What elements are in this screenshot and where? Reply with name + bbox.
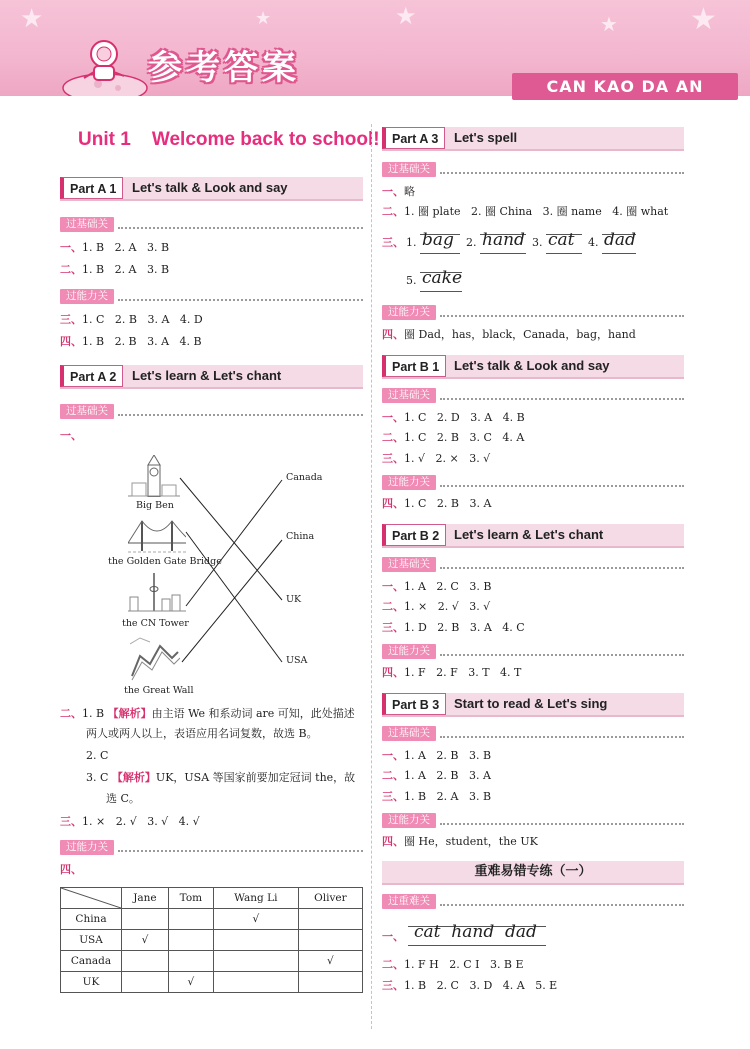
table-row <box>61 909 363 930</box>
answer-line <box>382 790 491 804</box>
match-line <box>186 480 282 606</box>
handwriting-box <box>408 922 546 948</box>
section-label-basic <box>382 388 684 403</box>
answer-text: 略 <box>404 185 415 198</box>
answer-line <box>382 431 524 445</box>
unit-title: Unit 1 Welcome back to school! <box>78 129 380 150</box>
handwritten-word: cat hand dad <box>414 922 537 942</box>
table-header: Tom <box>168 888 213 909</box>
country-label: Canada <box>286 472 323 483</box>
country-label: USA <box>286 655 308 666</box>
answer-line <box>86 771 355 785</box>
answer-line <box>382 236 404 250</box>
analysis-text: UK，USA 等国家前要加定冠词 the，故 <box>155 771 356 784</box>
match-line <box>186 532 282 662</box>
section-label-ability <box>382 813 684 828</box>
table-row <box>61 972 363 993</box>
answer-line <box>382 205 668 219</box>
answer-text: 1. C 2. B 3. C 4. A <box>404 431 525 444</box>
item-number: 四、 <box>382 497 404 510</box>
table-row <box>61 930 363 951</box>
answer-text: 1. D 2. B 3. A 4. C <box>404 621 525 634</box>
answer-text: 1. A 2. C 3. B <box>404 580 492 593</box>
analysis-text: 两人或两人以上，表语应用名词复数，故选 B。 <box>86 727 318 740</box>
item-number: 三、 <box>60 815 82 828</box>
section-label-basic <box>382 557 684 572</box>
country-label: China <box>286 531 315 542</box>
item-number: 一、 <box>382 580 404 593</box>
word-number: 2. <box>466 236 477 249</box>
word-number: 4. <box>588 236 599 249</box>
answer-text: 1. F 2. F 3. T 4. T <box>404 666 522 679</box>
answer-line <box>382 749 491 763</box>
part-name: Let's talk & Look and say <box>132 180 288 195</box>
answer-text: 1. B 2. A 3. B <box>82 241 170 254</box>
section-label-text: 过能力关 <box>382 305 436 320</box>
handwriting-box <box>420 230 460 256</box>
answer-text: 3. C <box>86 771 109 784</box>
section-label-text: 过能力关 <box>60 289 114 304</box>
item-number: 二、 <box>382 958 404 971</box>
item-number: 三、 <box>382 790 404 803</box>
section-label-text: 过能力关 <box>382 644 436 659</box>
part-tag: Part A 1 <box>60 177 123 199</box>
section-label-ability <box>382 475 684 490</box>
answer-text: 1. A 2. B 3. A <box>404 769 491 782</box>
item-number: 一、 <box>60 429 82 442</box>
table-header: Oliver <box>298 888 362 909</box>
row-label: UK <box>61 972 122 993</box>
table-header: Wang Li <box>213 888 298 909</box>
table-cell: √ <box>168 972 213 993</box>
analysis-tag: 【解析】 <box>111 771 156 784</box>
item-number: 二、 <box>382 600 404 613</box>
answer-text: 1. × 2. √ 3. √ <box>404 600 491 613</box>
answer-line <box>382 497 491 511</box>
item-number: 二、 <box>382 431 404 444</box>
section-label-ability <box>382 305 684 320</box>
section-label-ability <box>382 644 684 659</box>
item-number: 四、 <box>382 328 404 341</box>
word-number: 5. <box>406 274 417 287</box>
answer-text: 1. B 2. A 3. B <box>404 790 492 803</box>
table-header-row <box>61 888 363 909</box>
section-label-text: 过基础关 <box>382 388 436 403</box>
match-line <box>180 478 282 600</box>
table-cell <box>122 951 169 972</box>
part-b1-header <box>382 355 684 379</box>
part-a3-header <box>382 127 684 151</box>
handwritten-word: hand <box>482 230 525 250</box>
answer-line <box>60 863 82 877</box>
answer-line <box>382 930 404 944</box>
section-label-text: 过基础关 <box>382 726 436 741</box>
section-label-text: 过基础关 <box>382 162 436 177</box>
item-number: 二、 <box>60 707 82 720</box>
analysis-text: 选 C。 <box>106 792 140 805</box>
answer-line <box>382 328 636 342</box>
star-decoration-icon: ★ <box>20 4 44 34</box>
part-tag: Part B 1 <box>382 355 446 377</box>
answer-text: 1. F H 2. C I 3. B E <box>404 958 524 971</box>
landmark-label: Big Ben <box>136 500 174 511</box>
table-cell <box>168 930 213 951</box>
item-number: 二、 <box>382 769 404 782</box>
part-name: Let's learn & Let's chant <box>454 527 604 542</box>
star-decoration-icon: ★ <box>600 12 618 36</box>
item-number: 一、 <box>382 749 404 762</box>
handwriting-box <box>602 230 636 256</box>
row-label: China <box>61 909 122 930</box>
answer-line <box>106 792 140 806</box>
answer-text: 圈 He，student，the UK <box>404 835 538 848</box>
answer-line <box>382 621 525 635</box>
item-number: 二、 <box>382 205 404 218</box>
answer-text: 1. C 2. B 3. A 4. D <box>82 313 203 326</box>
header-title: 参考答案 <box>148 48 300 88</box>
section-label-ability <box>60 840 363 855</box>
answer-text: 1. C 2. D 3. A 4. B <box>404 411 525 424</box>
table-header: Jane <box>122 888 169 909</box>
answer-line <box>86 749 108 763</box>
part-tag: Part B 3 <box>382 693 446 715</box>
answer-line <box>382 835 538 849</box>
section-label-text: 过能力关 <box>60 840 114 855</box>
answer-text: 1. √ 2. × 3. √ <box>404 452 491 465</box>
table-cell: √ <box>298 951 362 972</box>
table-cell <box>213 951 298 972</box>
item-number: 三、 <box>382 236 404 249</box>
star-decoration-icon: ★ <box>255 8 272 29</box>
answer-text: 1. C 2. B 3. A <box>404 497 492 510</box>
table-cell <box>298 972 362 993</box>
part-tag: Part A 2 <box>60 365 123 387</box>
table-cell <box>122 909 169 930</box>
handwriting-row <box>406 230 636 256</box>
section-label-basic <box>382 162 684 177</box>
handwritten-word: bag <box>422 230 454 250</box>
answer-line <box>382 958 524 972</box>
country-label: UK <box>286 594 302 605</box>
part-name: Let's spell <box>454 130 518 145</box>
item-number: 四、 <box>382 666 404 679</box>
item-number: 二、 <box>60 263 82 276</box>
answer-line <box>382 600 490 614</box>
corner-cell <box>61 888 122 909</box>
part-tag: Part B 2 <box>382 524 446 546</box>
part-b2-header <box>382 524 684 548</box>
table-cell <box>298 930 362 951</box>
answer-line <box>382 979 557 993</box>
analysis-tag: 【解析】 <box>107 707 152 720</box>
table-cell <box>298 909 362 930</box>
answer-text: 2. C <box>86 749 109 762</box>
answer-line <box>60 815 200 829</box>
table-cell <box>122 972 169 993</box>
section-label-text: 过能力关 <box>382 813 436 828</box>
section-label-text: 过重难关 <box>382 894 436 909</box>
part-name: Let's talk & Look and say <box>454 358 610 373</box>
answer-text: 1. B 2. B 3. A 4. B <box>82 335 202 348</box>
section-label-hard <box>382 894 684 909</box>
section-label-text: 过基础关 <box>60 217 114 232</box>
answer-line <box>382 452 490 466</box>
part-tag: Part A 3 <box>382 127 445 149</box>
table-cell <box>168 951 213 972</box>
item-number: 三、 <box>382 979 404 992</box>
table-cell: √ <box>213 909 298 930</box>
handwritten-word: cat <box>548 230 575 250</box>
part-b3-header <box>382 693 684 717</box>
star-decoration-icon: ★ <box>690 2 717 37</box>
answer-line <box>382 185 415 199</box>
answer-text: 1. B 2. A 3. B <box>82 263 170 276</box>
star-decoration-icon: ★ <box>395 2 417 30</box>
table-cell <box>168 909 213 930</box>
part-name: Let's learn & Let's chant <box>132 368 282 383</box>
answer-text: 1. 圈 plate 2. 圈 China 3. 圈 name 4. 圈 what <box>404 205 669 218</box>
answer-line <box>382 580 491 594</box>
answer-text: 1. B <box>82 707 105 720</box>
answer-text: 1. A 2. B 3. B <box>404 749 492 762</box>
answer-text: 1. × 2. √ 3. √ 4. √ <box>82 815 200 828</box>
item-number: 一、 <box>382 185 404 198</box>
item-number: 三、 <box>382 452 404 465</box>
handwriting-box <box>480 230 526 256</box>
match-line <box>182 540 282 662</box>
handwritten-word: dad <box>604 230 636 250</box>
item-number: 三、 <box>382 621 404 634</box>
answer-table <box>60 887 363 993</box>
answer-line <box>86 727 318 741</box>
item-number: 四、 <box>382 835 404 848</box>
item-number: 四、 <box>60 335 82 348</box>
section-label-text: 过基础关 <box>382 557 436 572</box>
table-row <box>61 951 363 972</box>
section-label-basic <box>382 726 684 741</box>
landmark-label: the CN Tower <box>122 618 189 629</box>
word-number: 1. <box>406 236 417 249</box>
item-number: 三、 <box>60 313 82 326</box>
answer-text: 圈 Dad，has，black，Canada，bag，hand <box>404 328 636 341</box>
answer-line <box>382 666 521 680</box>
analysis-text: 由主语 We 和系动词 are 可知，此处描述 <box>151 707 355 720</box>
landmark-label: the Great Wall <box>124 685 194 696</box>
header-pinyin-badge: CAN KAO DA AN <box>512 73 738 100</box>
item-number: 一、 <box>382 930 404 943</box>
section-label-text: 过基础关 <box>60 404 114 419</box>
answer-line <box>382 411 525 425</box>
handwriting-box <box>546 230 582 256</box>
row-label: USA <box>61 930 122 951</box>
handwritten-word: cake <box>422 268 463 288</box>
table-cell: √ <box>122 930 169 951</box>
word-number: 3. <box>532 236 543 249</box>
section-label-text: 过能力关 <box>382 475 436 490</box>
answer-text: 1. B 2. C 3. D 4. A 5. E <box>404 979 558 992</box>
table-cell <box>213 972 298 993</box>
row-label: Canada <box>61 951 122 972</box>
answer-line <box>382 769 491 783</box>
item-number: 一、 <box>60 241 82 254</box>
handwriting-box <box>420 268 462 294</box>
item-number: 一、 <box>382 411 404 424</box>
review-section-header: 重难易错专练（一） <box>382 861 684 885</box>
part-name: Start to read & Let's sing <box>454 696 608 711</box>
answer-line <box>60 707 355 721</box>
table-cell <box>213 930 298 951</box>
handwriting-row <box>406 268 470 294</box>
landmark-label: the Golden Gate Bridge <box>108 556 222 567</box>
item-number: 四、 <box>60 863 82 876</box>
